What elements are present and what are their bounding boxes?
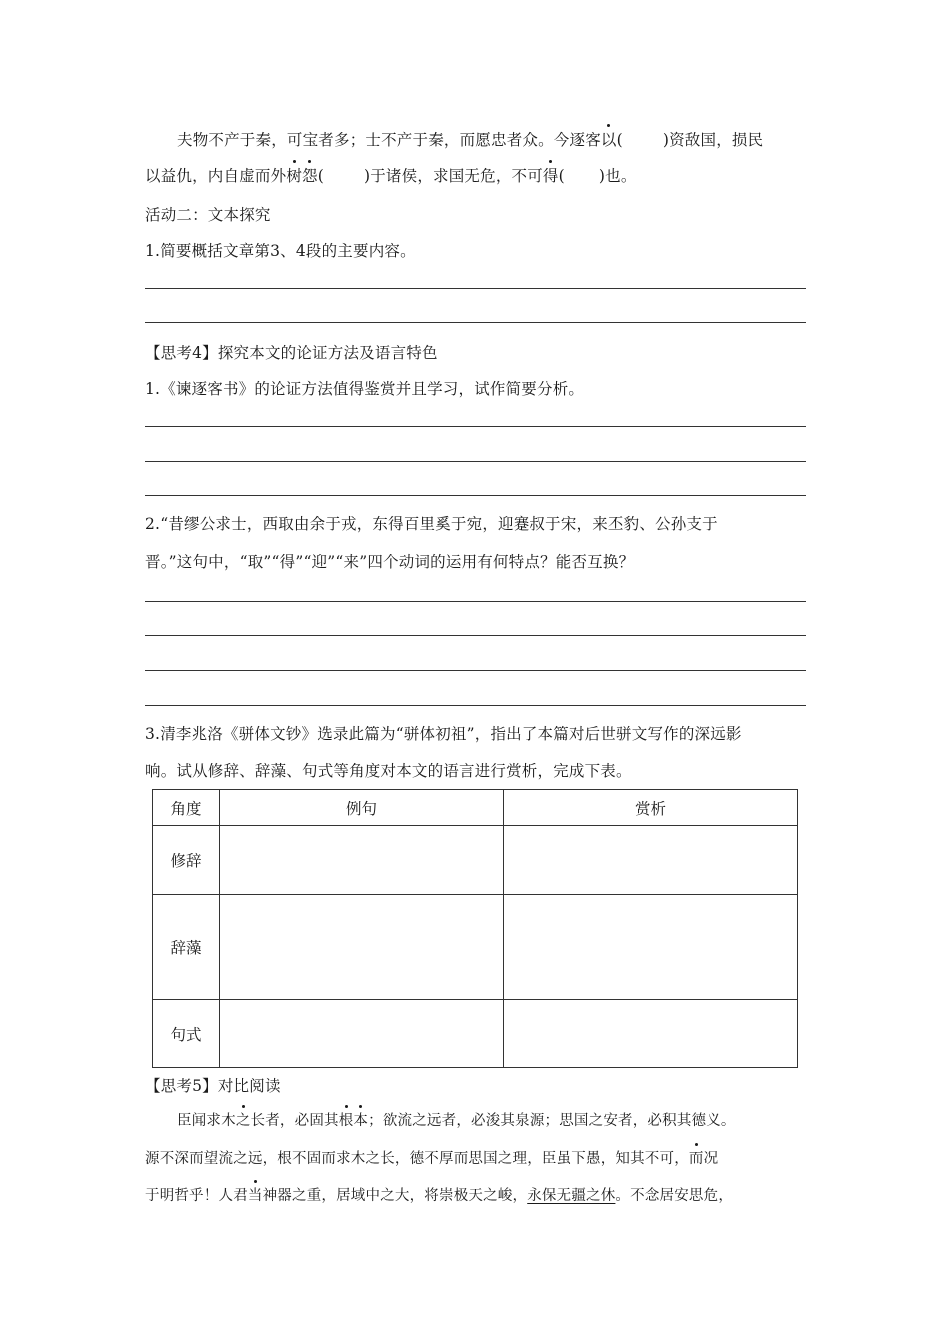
example-cell[interactable]: [220, 1000, 504, 1068]
emphasis-char: 根: [339, 1109, 354, 1130]
answer-line[interactable]: [145, 495, 806, 496]
analysis-table: [152, 789, 798, 1068]
answer-line[interactable]: [145, 670, 806, 671]
answer-line[interactable]: [145, 322, 806, 323]
emphasis-char: 怨: [302, 164, 318, 186]
answer-line[interactable]: [145, 635, 806, 636]
text-line: 夫物不产于秦，可宝者多；士不产于秦，而愿忠者众。今逐客以( )资敌国，损民: [177, 128, 763, 150]
underlined-phrase: 永保无疆之休: [527, 1188, 616, 1204]
emphasis-char: 本: [353, 1109, 368, 1130]
answer-line[interactable]: [145, 426, 806, 427]
section-heading: 活动二：文本探究: [145, 206, 271, 224]
question: 1.简要概括文章第3、4段的主要内容。: [145, 242, 416, 260]
appreciation-cell[interactable]: [504, 826, 798, 895]
answer-line[interactable]: [145, 601, 806, 602]
table-row: [153, 826, 798, 895]
reading-line: 源不深而望流之远，根不固而求木之长，德不厚而思国之理，臣虽下愚，知其不可，而况: [145, 1147, 718, 1168]
section-heading: 【思考5】对比阅读: [145, 1077, 281, 1095]
table-header-row: [153, 790, 798, 826]
table-row: [153, 1000, 798, 1068]
reading-line: 于明哲乎！人君当神器之重，居域中之大，将崇极天之峻，永保无疆之休。不念居安思危，: [145, 1184, 733, 1205]
table-row: [153, 895, 798, 1000]
question: 2.“昔缪公求士，西取由余于戎，东得百里奚于宛，迎蹇叔于宋，来丕豹、公孙支于: [145, 515, 718, 533]
table-header: 例句: [220, 790, 504, 826]
reading-line: 臣闻求木之长者，必固其根本；欲流之远者，必浚其泉源；思国之安者，必积其德义。: [177, 1109, 736, 1130]
table-header: 赏析: [504, 790, 798, 826]
row-label: 句式: [153, 1000, 220, 1068]
text-line: 以益仇，内自虚而外树怨( )于诸侯，求国无危，不可得( )也。: [145, 164, 637, 186]
emphasis-char: 得: [543, 164, 559, 186]
emphasis-char: 以: [601, 128, 617, 150]
question: 3.清李兆洛《骈体文钞》选录此篇为“骈体初祖”，指出了本篇对后世骈文写作的深远影: [145, 725, 742, 743]
appreciation-cell[interactable]: [504, 895, 798, 1000]
example-cell[interactable]: [220, 826, 504, 895]
answer-line[interactable]: [145, 288, 806, 289]
example-cell[interactable]: [220, 895, 504, 1000]
row-label: 修辞: [153, 826, 220, 895]
row-label: 辞藻: [153, 895, 220, 1000]
emphasis-char: 而: [689, 1147, 704, 1168]
answer-line[interactable]: [145, 705, 806, 706]
emphasis-char: 当: [248, 1184, 263, 1205]
appreciation-cell[interactable]: [504, 1000, 798, 1068]
emphasis-char: 树: [286, 164, 302, 186]
section-heading: 【思考4】探究本文的论证方法及语言特色: [145, 344, 438, 362]
emphasis-char: 之: [236, 1109, 251, 1130]
question: 晋。”这句中，“取”“得”“迎”“来”四个动词的运用有何特点？能否互换？: [145, 553, 635, 571]
question: 响。试从修辞、辞藻、句式等角度对本文的语言进行赏析，完成下表。: [145, 762, 632, 780]
table-header: 角度: [153, 790, 220, 826]
answer-line[interactable]: [145, 461, 806, 462]
question: 1.《谏逐客书》的论证方法值得鉴赏并且学习，试作简要分析。: [145, 380, 585, 398]
